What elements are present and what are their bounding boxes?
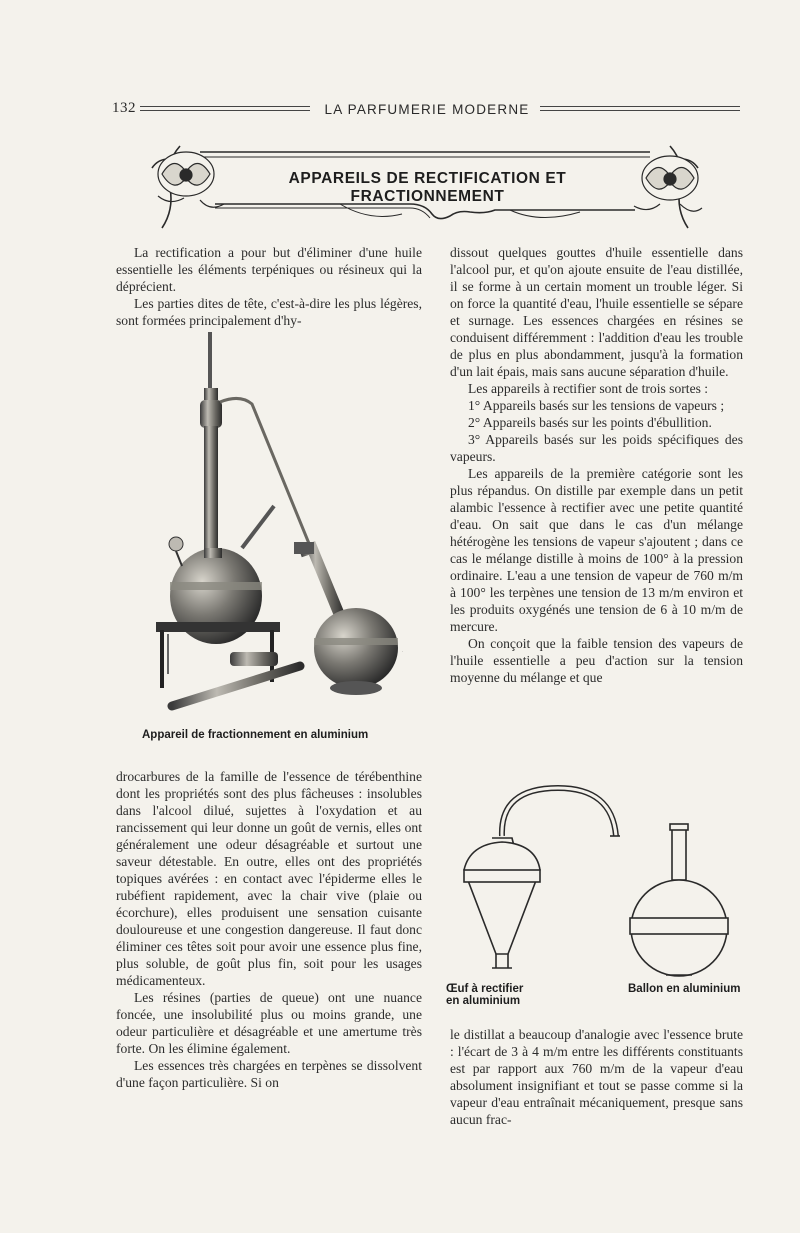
gooseneck-tube: [502, 788, 616, 836]
paragraph: La rectification a pour but d'éliminer d'une huile essentielle les éléments terpéniques ou résineux qui la déprécient.: [116, 245, 422, 294]
paragraph: Les appareils à rectifier sont de trois sortes :: [468, 381, 709, 396]
balloon-caption: Ballon en aluminium: [628, 983, 741, 995]
egg-body: [464, 842, 540, 954]
running-head: [112, 100, 742, 122]
paragraph: Les résines (parties de queue) ont une nuance foncée, une insolubilité plus ou moins grande, une odeur particulière et désagréable et une amertume très forte. On les élimine également.: [116, 990, 422, 1056]
header-rule: [540, 106, 740, 107]
flower-ornament-left: [158, 152, 224, 207]
fractionation-apparatus-illustration: [112, 330, 422, 720]
paragraph: le distillat a beaucoup d'analogie avec l'essence brute : l'écart de 3 à 4 m/m entre les différents constituants est par rapport aux 760 m/m de la vapeur d'eau absolument insignifiant et tout se passe comme si la vapeur d'eau entraînait mécaniquement, presque sans aucun frac-: [450, 1027, 743, 1127]
page-number: 132: [112, 100, 136, 116]
egg-rectifier-caption: [446, 983, 523, 1007]
caption-line: en aluminium: [446, 995, 521, 1007]
running-title: LA PARFUMERIE MODERNE: [324, 102, 530, 117]
paragraph: Les appareils de la première catégorie sont les plus répandus. On distille par exemple dans un petit alambic l'essence à rectifier avec une petite quantité d'eau. On sait que dans le cas d'un mélange hétérogène les tensions de vapeur s'ajoutent ; dans ce cas le mélange distille à moins de 100° à la pression ordinaire. L'eau a une tension de vapeur de 760 m/m à 100° les terpènes une tension de 13 m/m environ et les produits oxygénés une tension de 6 à 10 m/m de mercure.: [450, 466, 743, 634]
figure1-caption: Appareil de fractionnement en aluminium: [142, 729, 369, 741]
svg-text:.: .: [402, 648, 404, 653]
header-rule: [540, 110, 740, 111]
paragraph: Les parties dites de tête, c'est-à-dire les plus légères, sont formées principalement d'hy-: [116, 296, 422, 328]
rectifier-and-balloon-illustration: [440, 778, 760, 984]
paragraph: 1° Appareils basés sur les tensions de vapeurs ;: [468, 398, 725, 413]
paragraph: 3° Appareils basés sur les poids spécifiques des vapeurs.: [450, 432, 743, 464]
paragraph: On conçoit que la faible tension des vapeurs de l'huile essentielle a peu d'action sur la tension moyenne du mélange et que: [450, 636, 743, 685]
paragraph: Les essences très chargées en terpènes se dissolvent d'une façon particulière. Si on: [116, 1058, 422, 1090]
flower-ornament-right: [634, 156, 702, 211]
left-column-top: [116, 244, 422, 329]
caption-line: Œuf à rectifier: [446, 983, 524, 995]
left-column-bottom: [116, 768, 422, 1091]
right-column-top: [450, 244, 743, 686]
paragraph: dissout quelques gouttes d'huile essentielle dans l'alcool pur, et qu'on ajoute ensuite de l'eau distillée, il se forme à un certain moment un trouble léger. Si on force la quantité d'eau, l'huile essentielle se sépare et surnage. Les essences chargées en résines se conduisent différemment : l'addition d'eau les trouble de plus en plus abondamment, jusqu'à la formation d'un lait épais, mais sans aucune séparation d'huile.: [450, 245, 743, 379]
paragraph: 2° Appareils basés sur les points d'ébullition.: [468, 415, 712, 430]
chapter-title: APPAREILS DE RECTIFICATION ET FRACTIONNEMENT: [288, 170, 567, 205]
paragraph: drocarbures de la famille de l'essence de térébenthine dont les propriétés sont des plus fâcheuses : insolubles dans l'alcool dilué, sujettes à l'oxydation et au rancissement qui leur donne un goût de vernis, elles ont généralement une odeur désagréable et surtout une saveur détestable. En outre, elles ont des propriétés topiques avérées : en contact avec l'épiderme elles le rubéfient rapidement, avec la chair vive (plaie ou écorchure), elles produisent une sensation cuisante douloureuse et une congestion dangereuse. Il faut donc éliminer ces têtes soit pour avoir une essence plus fine, plus soluble, de goût plus fin, soit pour les usages médicamenteux.: [116, 769, 422, 988]
right-column-bottom: [450, 1026, 743, 1128]
